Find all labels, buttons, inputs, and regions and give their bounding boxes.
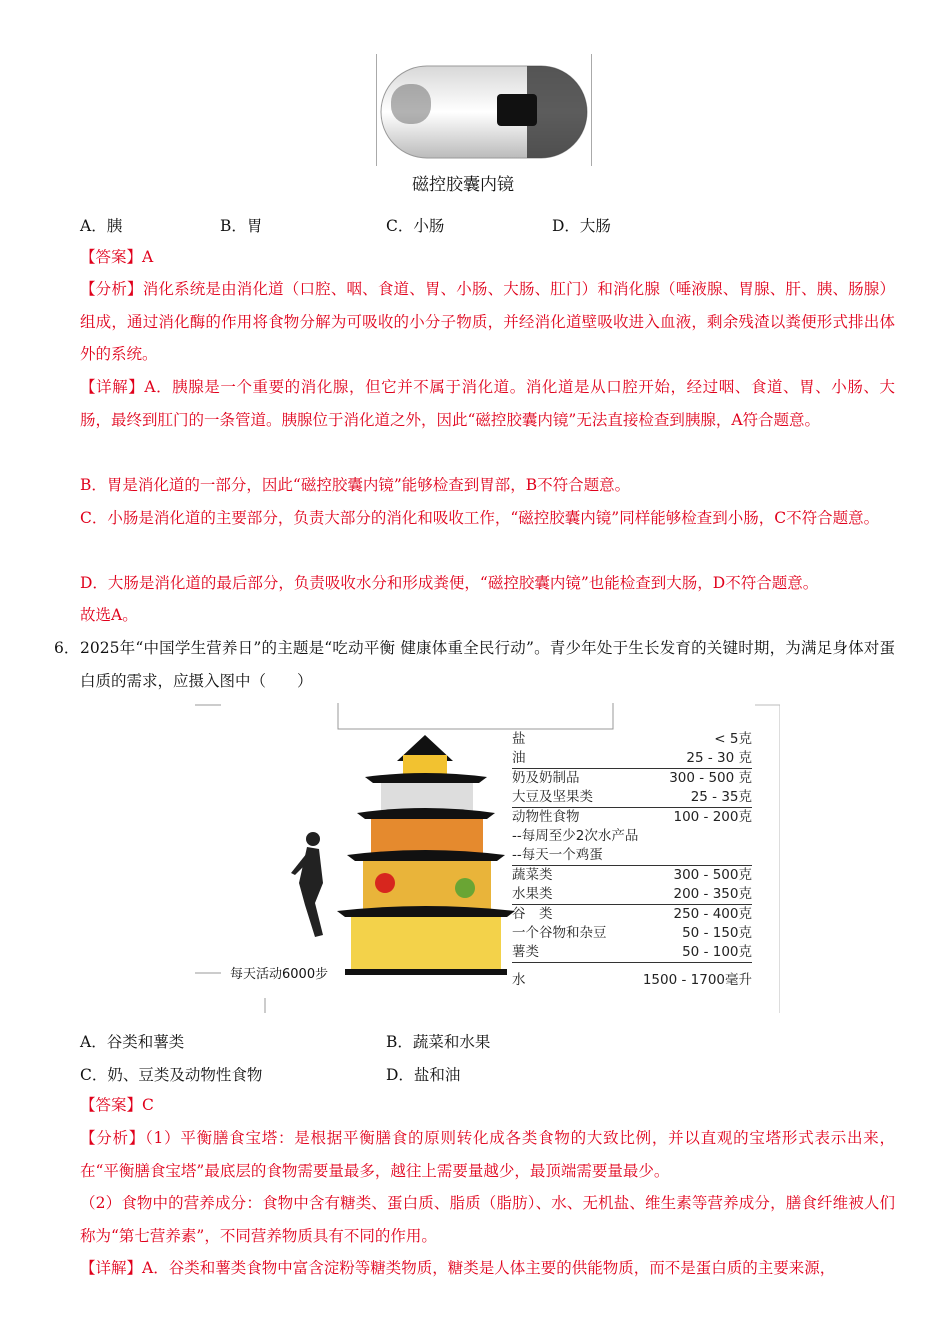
- food-amount: 100 - 200克: [673, 809, 752, 825]
- q6-analysis-2: （2）食物中的营养成分：食物中含有糖类、蛋白质、脂质（脂肪）、水、无机盐、维生素等营养成分，膳食纤维被人们称为“第七营养素”，不同营养物质具有不同的作用。: [80, 1194, 895, 1245]
- q6-answer: [80, 1089, 895, 1122]
- q6-number: 6．: [54, 639, 80, 657]
- pyramid-icon: [337, 735, 515, 975]
- food-table-row: [512, 788, 752, 808]
- q5-analysis: [80, 273, 895, 371]
- food-table-row: [512, 924, 752, 943]
- q6-option-d: D．盐和油: [386, 1066, 461, 1084]
- text: 消化系统是由消化道（口腔、咽、食道、胃、小肠、大肠、肛门）和消化腺（唾液腺、胃腺、肝、胰、肠腺）组成，通过消化酶的作用将食物分解为可吸收的小分子物质，并经消化道壁吸收进入血液，剩余残渣以粪便形式排出体外的系统。: [80, 280, 895, 364]
- food-name: 一个谷物和杂豆: [512, 925, 607, 941]
- label: 【详解】: [80, 1259, 143, 1277]
- q5-detail-b: B．胃是消化道的一部分，因此“磁控胶囊内镜”能够检查到胃部，B不符合题意。: [80, 476, 631, 494]
- food-name: 盐: [512, 731, 526, 747]
- capsule-caption: 磁控胶囊内镜: [412, 175, 514, 195]
- food-name: --每天一个鸡蛋: [512, 847, 603, 863]
- food-amount: 1500 - 1700毫升: [642, 972, 752, 988]
- q6-stem: 2025年“中国学生营养日”的主题是“吃动平衡 健康体重全民行动”。青少年处于生长发育的关键时期，为满足身体对蛋白质的需求，应摄入图中（ ）: [80, 639, 895, 690]
- q5-option-d: D．大肠: [552, 217, 611, 235]
- q5-option-a: A．胰: [80, 217, 123, 235]
- q5-detail-c: C．小肠是消化道的主要部分，负责大部分的消化和吸收工作，“磁控胶囊内镜”同样能够检查到小肠，C不符合题意。: [80, 509, 880, 527]
- label: 【分析】: [80, 280, 143, 298]
- text: （1）平衡膳食宝塔：是根据平衡膳食的原则转化成各类食物的大致比例，并以直观的宝塔形式表示出来，在“平衡膳食宝塔”最底层的食物需要量最多，越往上需要量越少，最顶端需要量最少。: [80, 1129, 895, 1180]
- food-amount: 250 - 400克: [673, 906, 752, 922]
- q5-conclusion: 故选A。: [80, 606, 138, 624]
- food-name: 水: [512, 972, 526, 988]
- capsule-endoscope-image: [376, 54, 592, 166]
- food-amount: 300 - 500克: [673, 867, 752, 883]
- q5-detail-d: D．大肠是消化道的最后部分，负责吸收水分和形成粪便，“磁控胶囊内镜”也能检查到大肠，D不符合题意。: [80, 574, 819, 592]
- answer-value: C: [142, 1096, 154, 1114]
- food-name: 蔬菜类: [512, 867, 553, 883]
- q5-option-b: B．胃: [220, 217, 263, 235]
- food-table-row: [512, 846, 752, 866]
- food-table-row: [512, 905, 752, 924]
- label: 【详解】: [80, 378, 145, 396]
- food-amount: 25 - 35克: [690, 789, 752, 805]
- food-name: 水果类: [512, 886, 553, 902]
- food-amount: 25 - 30 克: [686, 750, 752, 766]
- answer-value: A: [142, 248, 154, 266]
- food-table-row: [512, 749, 752, 769]
- q6-option-a: A．谷类和薯类: [80, 1033, 185, 1051]
- text: A．谷类和薯类食物中富含淀粉等糖类物质，糖类是人体主要的供能物质，而不是蛋白质的主要来源，: [142, 1259, 836, 1277]
- food-table-row: [512, 730, 752, 749]
- q5-answer: [80, 241, 895, 274]
- food-amount: 50 - 150克: [682, 925, 752, 941]
- q6-analysis: [80, 1122, 895, 1187]
- q6-detail-a: [80, 1252, 895, 1285]
- food-amount: < 5克: [714, 731, 752, 747]
- q5-detail-a: [80, 371, 895, 436]
- food-table-row: [512, 866, 752, 885]
- capsule-icon: [377, 54, 591, 166]
- label: 【答案】: [80, 1096, 143, 1114]
- food-amount-table: [512, 730, 752, 990]
- food-table-row: [512, 885, 752, 905]
- food-table-row: [512, 943, 752, 963]
- food-table-row: [512, 827, 752, 846]
- food-amount: 200 - 350克: [673, 886, 752, 902]
- food-table-row: [512, 769, 752, 788]
- food-amount: 50 - 100克: [682, 944, 752, 960]
- food-name: 大豆及坚果类: [512, 789, 593, 805]
- food-name: 动物性食物: [512, 809, 580, 825]
- q5-option-c: C．小肠: [386, 217, 445, 235]
- activity-label: 每天活动6000步: [230, 967, 329, 982]
- runner-icon: [291, 832, 323, 937]
- food-amount: 300 - 500 克: [669, 770, 752, 786]
- food-name: 油: [512, 750, 526, 766]
- food-name: --每周至少2次水产品: [512, 828, 639, 844]
- label: 【分析】: [80, 1129, 146, 1147]
- label: 【答案】: [80, 248, 143, 266]
- food-name: 薯类: [512, 944, 539, 960]
- q6-option-b: B．蔬菜和水果: [386, 1033, 491, 1051]
- food-table-row: [512, 971, 752, 990]
- q6-option-c: C．奶、豆类及动物性食物: [80, 1066, 263, 1084]
- text: A．胰腺是一个重要的消化腺，但它并不属于消化道。消化道是从口腔开始，经过咽、食道、胃、小肠、大肠，最终到肛门的一条管道。胰腺位于消化道之外，因此“磁控胶囊内镜”无法直接检查到胰腺，A符合题意。: [80, 378, 895, 429]
- food-table-row: [512, 808, 752, 827]
- food-name: 奶及奶制品: [512, 770, 580, 786]
- food-name: 谷 类: [512, 906, 553, 922]
